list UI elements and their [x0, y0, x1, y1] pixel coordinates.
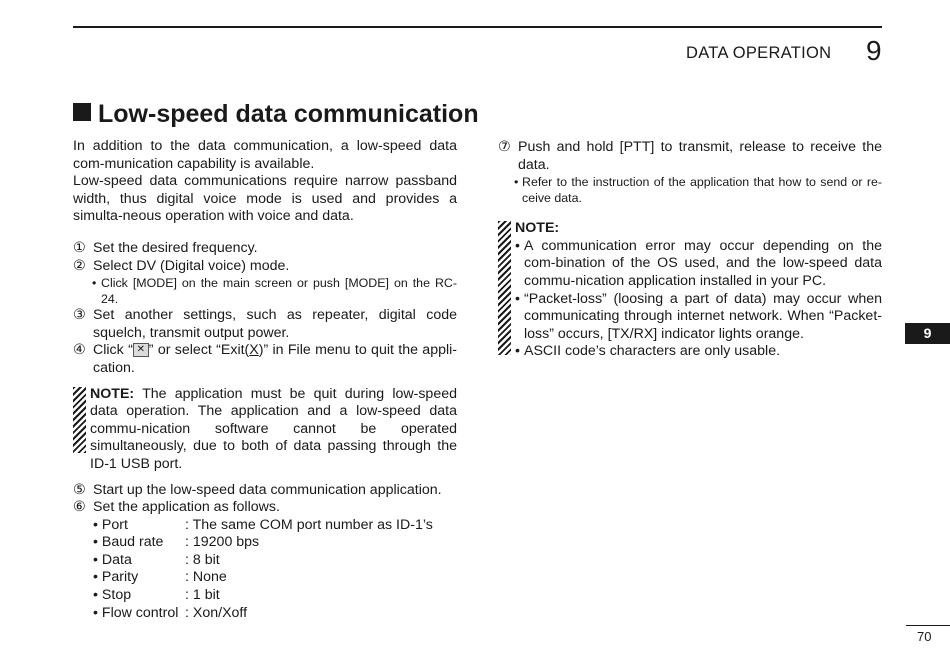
step-7-subnote	[498, 174, 882, 206]
setting-row	[93, 569, 457, 587]
close-icon: ✕	[133, 343, 149, 357]
subnote-text: Refer to the instruction of the application that how to send or re-ceive data.	[522, 175, 882, 206]
step-text: Select DV (Digital voice) mode.	[93, 257, 290, 274]
step-2-subnote	[73, 275, 457, 307]
step-3	[73, 307, 457, 342]
page-number: 70	[917, 629, 932, 644]
setting-value: : None	[185, 569, 227, 586]
bullet: •	[514, 175, 519, 190]
step-text: Set the desired frequency.	[93, 239, 258, 256]
step-number: ④	[73, 342, 86, 359]
setting-row	[93, 587, 457, 605]
setting-key: • Baud rate	[93, 534, 164, 551]
setting-row	[93, 517, 457, 535]
step-number: ⑥	[73, 499, 86, 516]
underlined-shortcut: X	[249, 342, 259, 359]
hatch-mark-icon	[73, 387, 86, 453]
setting-row	[93, 534, 457, 552]
setting-value: : The same COM port number as ID-1’s	[185, 516, 433, 533]
intro-paragraph-2: Low-speed data communications require narrow passband width, thus digital voice mode is used and provides a simulta-neous operation with voice and data.	[73, 173, 457, 225]
note-item	[515, 238, 882, 291]
setting-value: : 19200 bps	[185, 534, 260, 551]
section-title	[73, 100, 479, 129]
setting-row	[93, 605, 457, 623]
note-label: NOTE:	[515, 220, 560, 237]
step-number: ③	[73, 307, 86, 324]
right-column	[498, 139, 882, 361]
note-item-text: A communication error may occur depending on the com-bination of the OS used, and the low-speed data commu-nication application installed in your PC.	[524, 237, 882, 289]
step-number: ①	[73, 239, 86, 256]
setting-key: • Port	[93, 516, 128, 533]
note-text: The application must be quit during low-speed data operation. The application and a low-speed data commu-nication software cannot be operated simultaneously, due to both of data passing through the ID-1 USB port.	[90, 385, 457, 472]
step-text: Set the application as follows.	[93, 499, 280, 516]
step-text-pre: Click “	[93, 342, 133, 359]
chapter-title: DATA OPERATION	[686, 44, 832, 62]
bullet: •	[515, 343, 520, 360]
header-rule	[73, 26, 882, 28]
step-text: Push and hold [PTT] to transmit, release to receive the data.	[518, 139, 882, 173]
note-item	[515, 343, 882, 361]
bullet: •	[92, 276, 97, 291]
section-title-text: Low-speed data communication	[98, 100, 479, 128]
chapter-number: 9	[866, 35, 882, 66]
note-item	[515, 291, 882, 344]
square-bullet-icon	[73, 103, 91, 121]
step-5	[73, 482, 457, 500]
step-number: ⑤	[73, 481, 86, 498]
settings-list	[73, 517, 457, 623]
step-text-mid: ” or select “Exit(	[148, 342, 250, 359]
setting-key: • Stop	[93, 587, 132, 604]
step-text-post: )” in File menu to quit the appli-cation.	[93, 342, 457, 376]
step-7	[498, 139, 882, 174]
note-label: NOTE:	[90, 385, 135, 402]
footer-rule	[906, 625, 950, 626]
bullet: •	[515, 290, 520, 307]
step-1	[73, 240, 457, 258]
step-4	[73, 342, 457, 377]
hatch-mark-icon	[498, 221, 511, 355]
setting-key: • Flow control	[93, 604, 179, 621]
note-item-text: “Packet-loss” (loosing a part of data) may occur when communicating through internet network. When “Packet-loss” occurs, [TX/RX] indicator lights orange.	[524, 290, 882, 342]
subnote-text: Click [MODE] on the main screen or push [MODE] on the RC-24.	[101, 276, 457, 307]
left-column	[73, 138, 457, 622]
step-number: ⑦	[498, 139, 511, 155]
setting-value: : Xon/Xoff	[185, 604, 248, 621]
note-1	[73, 386, 457, 474]
step-6	[73, 499, 457, 517]
step-text: Set another settings, such as repeater, digital code squelch, transmit output power.	[93, 307, 457, 341]
step-text: Start up the low-speed data communication application.	[93, 481, 442, 498]
setting-value: : 8 bit	[185, 551, 220, 568]
step-number: ②	[73, 257, 86, 274]
setting-key: • Parity	[93, 569, 139, 586]
note-item-text: ASCII code’s characters are only usable.	[524, 343, 781, 360]
step-2	[73, 258, 457, 276]
setting-value: : 1 bit	[185, 587, 220, 604]
intro-paragraph-1: In addition to the data communication, a low-speed data com-munication capability is available.	[73, 138, 457, 172]
bullet: •	[515, 237, 520, 254]
note-2	[498, 220, 882, 361]
setting-row	[93, 552, 457, 570]
chapter-tab: 9	[905, 323, 950, 344]
setting-key: • Data	[93, 551, 132, 568]
